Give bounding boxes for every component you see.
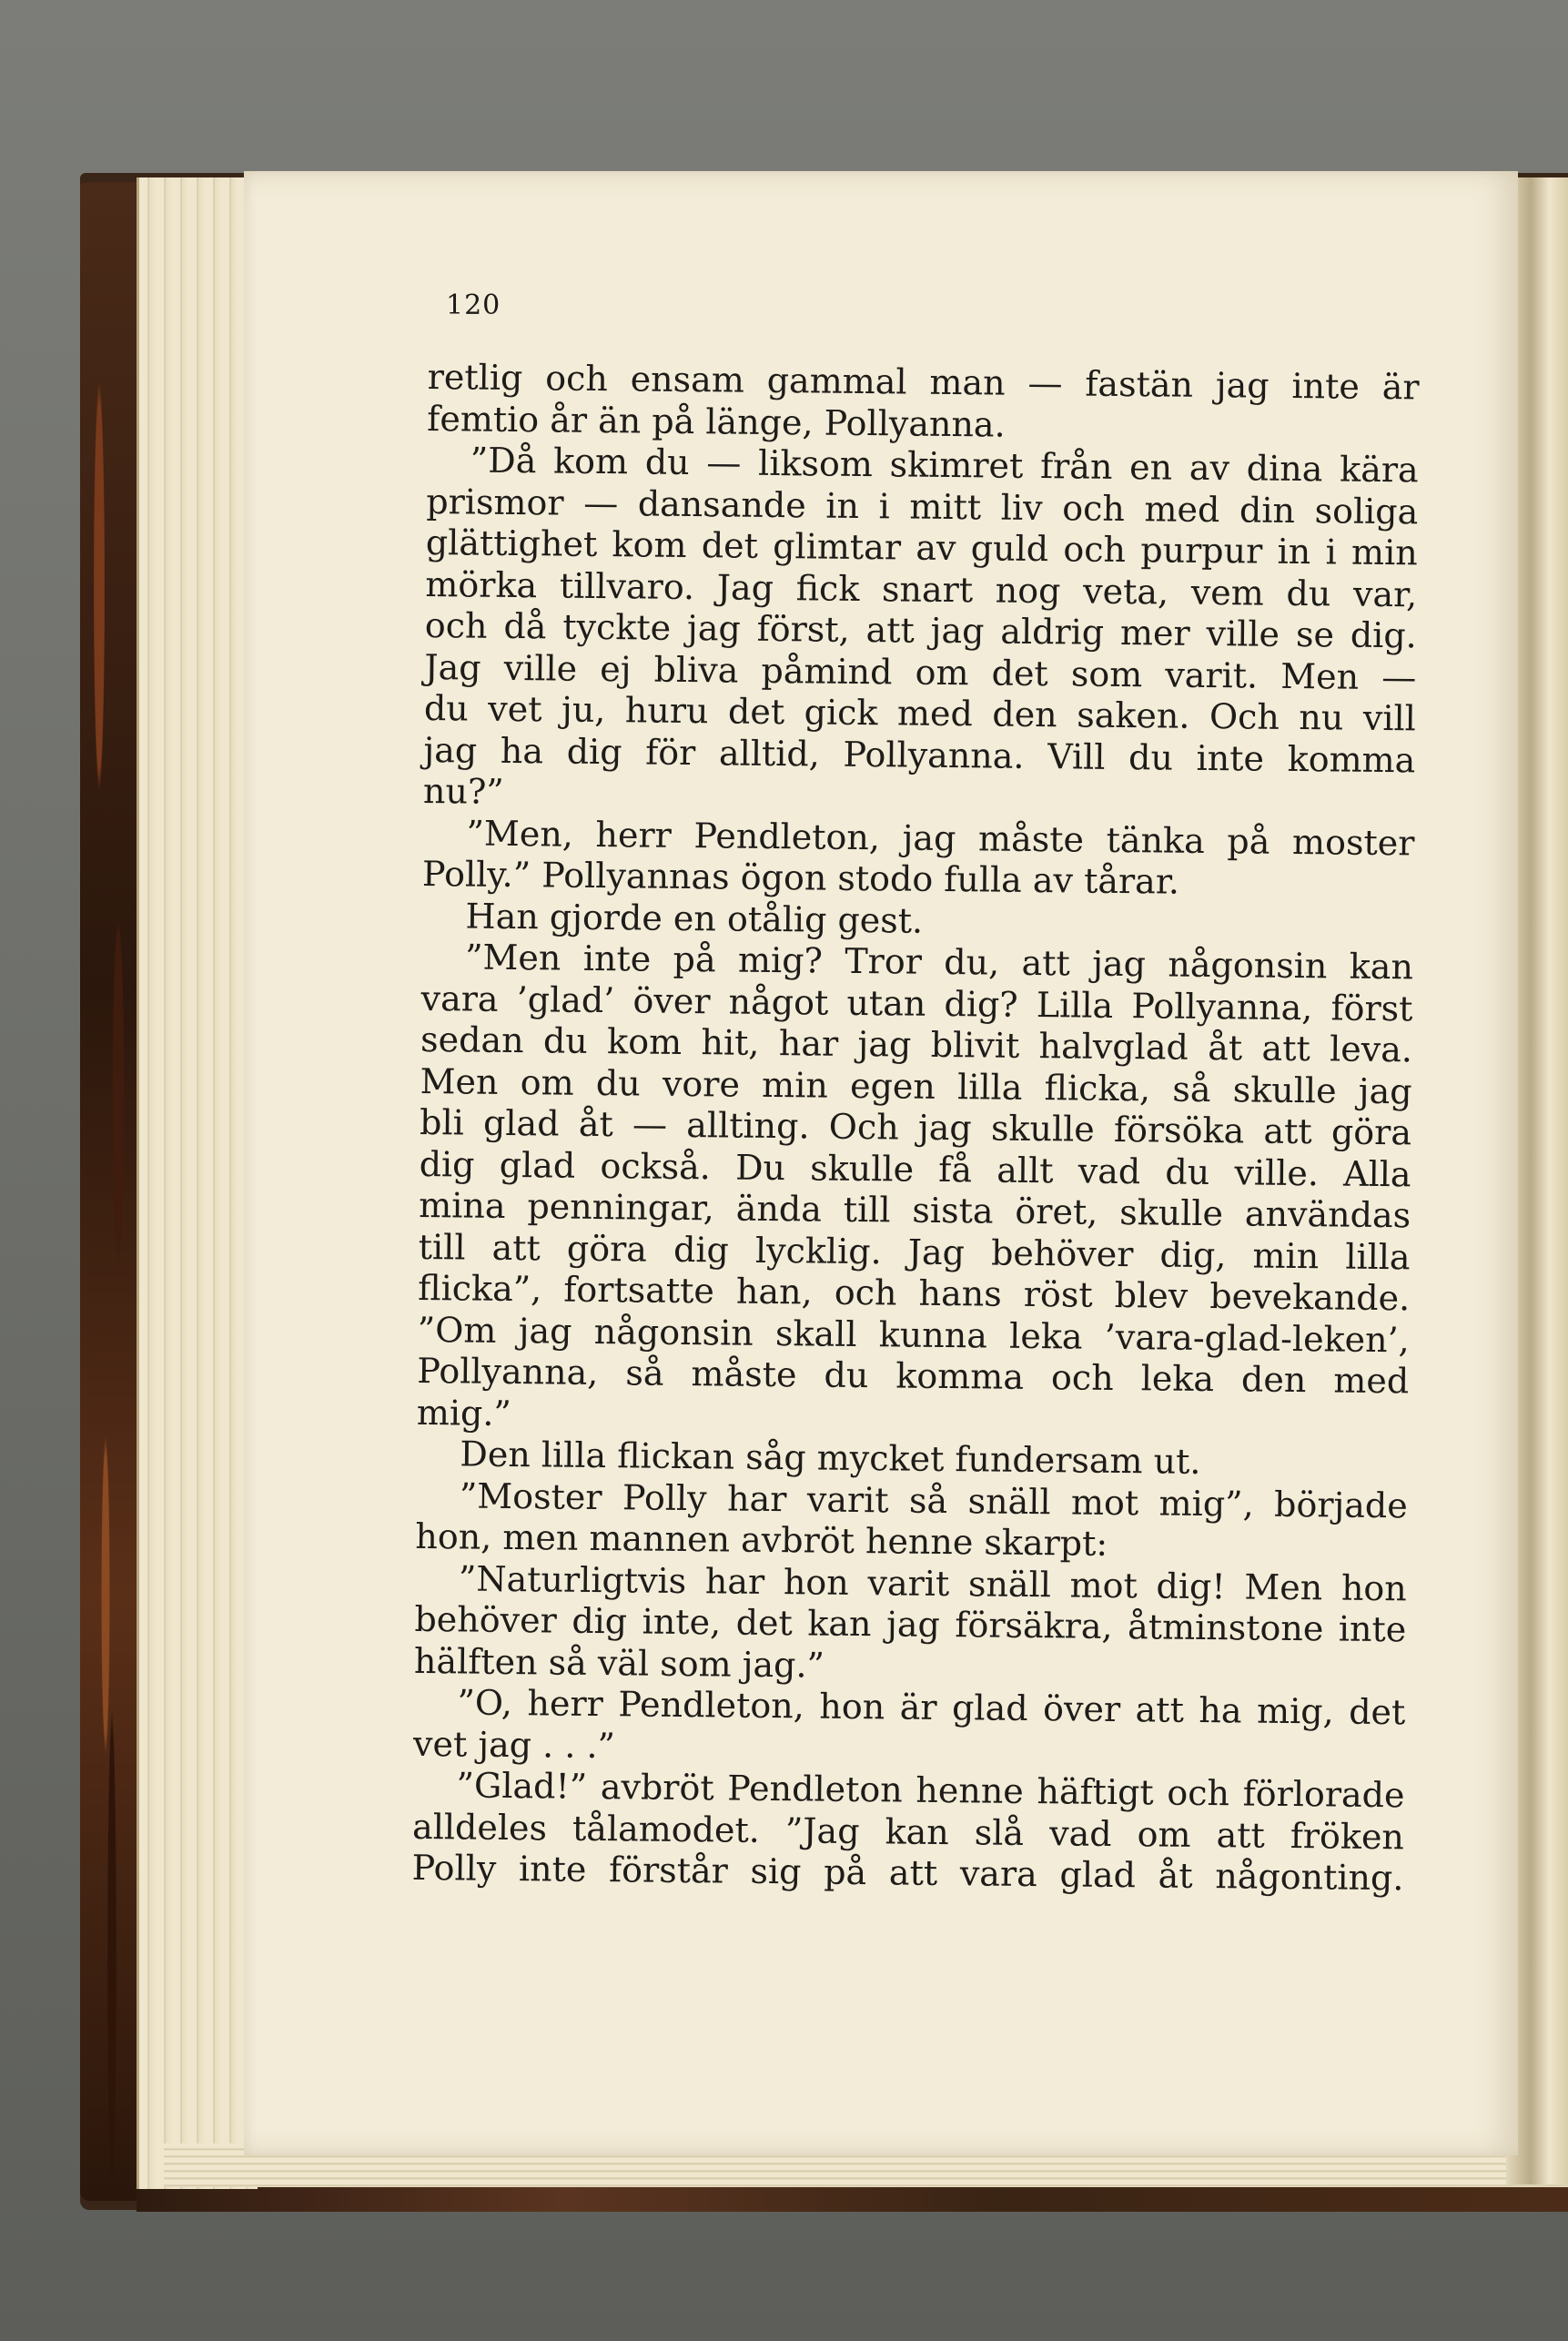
word: Pendleton bbox=[727, 1768, 903, 1810]
word: snäll bbox=[967, 1563, 1052, 1605]
word: utan bbox=[846, 982, 926, 1024]
word: kan bbox=[885, 1810, 949, 1852]
word: du bbox=[423, 687, 469, 729]
word: dig? bbox=[944, 983, 1018, 1025]
word: fortsatte bbox=[563, 1269, 715, 1312]
word: kan bbox=[1349, 946, 1414, 988]
word: mig, bbox=[1256, 1690, 1334, 1732]
word: skall bbox=[774, 1312, 857, 1354]
word: man bbox=[929, 361, 1006, 403]
word: skulle bbox=[810, 1147, 915, 1190]
word: var, bbox=[1352, 573, 1418, 614]
word: varit bbox=[867, 1562, 950, 1604]
word: att bbox=[491, 1227, 541, 1268]
word: som bbox=[1070, 653, 1143, 694]
word: ’vara-glad-leken’, bbox=[1104, 1316, 1410, 1360]
word: min bbox=[761, 1064, 829, 1106]
word: i bbox=[878, 485, 891, 526]
word: gammal bbox=[766, 360, 907, 402]
word: att bbox=[1263, 1110, 1312, 1152]
word: kom bbox=[552, 441, 629, 482]
word: alldeles bbox=[411, 1806, 548, 1848]
word: den bbox=[992, 694, 1057, 735]
word: bliva bbox=[653, 649, 739, 691]
word: från bbox=[1039, 446, 1113, 487]
word: lilla bbox=[1345, 1236, 1411, 1277]
word: soliga bbox=[1314, 490, 1419, 532]
word: mot bbox=[1069, 1564, 1138, 1606]
word: liv bbox=[1000, 487, 1043, 528]
word: du bbox=[1286, 573, 1331, 613]
page-edges bbox=[137, 177, 258, 2189]
word: och bbox=[424, 604, 488, 646]
word: fick bbox=[795, 567, 860, 609]
word: behöver bbox=[990, 1232, 1134, 1274]
word: av bbox=[916, 527, 956, 569]
word: Jag bbox=[716, 566, 774, 608]
word: egen bbox=[849, 1065, 936, 1107]
word: över bbox=[1042, 1688, 1121, 1730]
word: Men bbox=[1244, 1566, 1323, 1607]
word: att bbox=[865, 610, 916, 651]
word: dig bbox=[572, 1600, 628, 1642]
word: fröken bbox=[1290, 1815, 1405, 1857]
word: jag bbox=[423, 729, 478, 771]
word: skulle bbox=[1118, 1192, 1224, 1234]
word: det bbox=[991, 653, 1048, 694]
word: blivit bbox=[930, 1024, 1020, 1066]
word: något bbox=[728, 981, 829, 1023]
page-text bbox=[411, 357, 1420, 1900]
word: ’glad’ bbox=[516, 978, 615, 1020]
word: ville bbox=[1206, 613, 1280, 654]
word: dig. bbox=[1350, 614, 1417, 656]
word: herr bbox=[595, 814, 673, 856]
word: måste bbox=[691, 1353, 797, 1395]
word: liksom bbox=[757, 442, 874, 485]
word: vill bbox=[1362, 697, 1417, 739]
word: veta, bbox=[1082, 571, 1169, 613]
word: någonsin bbox=[1168, 944, 1328, 987]
word: behöver bbox=[414, 1598, 557, 1641]
word: — bbox=[632, 1104, 668, 1145]
word: kära bbox=[1339, 449, 1419, 491]
word: Och bbox=[828, 1106, 899, 1148]
word: inte bbox=[1291, 365, 1361, 407]
word: och bbox=[1063, 529, 1127, 571]
word: lilla bbox=[956, 1066, 1023, 1108]
word: alltid, bbox=[718, 732, 821, 775]
word: saken. bbox=[1076, 694, 1190, 736]
word: också. bbox=[600, 1145, 712, 1187]
word: — bbox=[1381, 656, 1417, 697]
word: har bbox=[778, 1023, 839, 1064]
page-number: 120 bbox=[446, 289, 501, 321]
word: inte bbox=[518, 1849, 587, 1890]
word: ”Om bbox=[417, 1309, 497, 1351]
word: till bbox=[418, 1226, 466, 1267]
word: moster bbox=[1291, 821, 1415, 863]
word: du bbox=[595, 1062, 641, 1103]
word: blev bbox=[1114, 1274, 1189, 1316]
word: och bbox=[544, 358, 609, 400]
word: skimret bbox=[889, 444, 1024, 486]
word: kom bbox=[612, 524, 687, 565]
word: så bbox=[625, 1353, 664, 1393]
word: mer bbox=[1119, 612, 1190, 654]
word: hon bbox=[819, 1686, 885, 1728]
word: har bbox=[704, 1560, 765, 1602]
word: kunna bbox=[878, 1313, 988, 1355]
word: min bbox=[1252, 1235, 1320, 1276]
word: Pendleton, bbox=[618, 1684, 805, 1727]
word: att bbox=[888, 1852, 938, 1893]
word: åt bbox=[578, 1103, 613, 1145]
word: till bbox=[843, 1189, 891, 1231]
word: Pendleton, bbox=[693, 815, 881, 857]
word: han, bbox=[735, 1271, 813, 1312]
text-line: Han gjorde en otålig gest. bbox=[465, 895, 924, 941]
word: — bbox=[706, 442, 742, 483]
word: varit. bbox=[1165, 654, 1259, 696]
word: jag bbox=[917, 1107, 972, 1149]
word: jag bbox=[686, 608, 742, 649]
word: mig? bbox=[737, 939, 824, 981]
word: glad bbox=[499, 1144, 576, 1186]
word: inte, bbox=[642, 1601, 722, 1643]
word: jag bbox=[518, 1310, 572, 1352]
word: tänka bbox=[1106, 819, 1205, 861]
word: om bbox=[915, 652, 969, 693]
word: det bbox=[735, 1602, 794, 1644]
marbled-binding bbox=[80, 182, 144, 2201]
word: sista bbox=[912, 1190, 994, 1231]
word: jag bbox=[885, 1604, 941, 1645]
word: du bbox=[542, 1020, 589, 1061]
word: om bbox=[1137, 1813, 1191, 1855]
word: först bbox=[1330, 987, 1413, 1029]
word: den bbox=[1240, 1359, 1307, 1401]
word: jag bbox=[930, 610, 985, 652]
word: och bbox=[1167, 1772, 1230, 1814]
word: hon bbox=[1340, 1567, 1408, 1608]
word: inte bbox=[1196, 737, 1265, 779]
word: ej bbox=[600, 648, 632, 689]
word: vad bbox=[1077, 1150, 1141, 1191]
word: Tror bbox=[845, 940, 923, 982]
word: Polly bbox=[622, 1476, 707, 1518]
word: prismor bbox=[426, 481, 564, 523]
word: dig bbox=[566, 731, 622, 772]
word: tålamodet. bbox=[572, 1808, 761, 1850]
word: ville bbox=[503, 647, 578, 689]
word: Jag bbox=[424, 646, 481, 688]
word: jag bbox=[1092, 943, 1147, 985]
word: sig bbox=[750, 1850, 802, 1892]
word: ”Naturligtvis bbox=[458, 1557, 687, 1601]
word: du bbox=[1128, 736, 1174, 778]
word: glättighet bbox=[425, 522, 598, 564]
text-line: mig.” bbox=[416, 1392, 512, 1434]
word: det bbox=[727, 691, 785, 733]
word: mitt bbox=[909, 486, 982, 527]
word: och bbox=[1050, 1357, 1114, 1398]
word: ända bbox=[735, 1188, 823, 1230]
word: dig bbox=[419, 1143, 475, 1185]
word: mot bbox=[1070, 1481, 1139, 1523]
text-line: vet jag . . .” bbox=[412, 1723, 616, 1766]
word: ville. bbox=[1234, 1151, 1320, 1193]
word: få bbox=[938, 1149, 973, 1190]
word: nu bbox=[1299, 697, 1344, 738]
word: häftigt bbox=[1037, 1771, 1154, 1813]
word: retlig bbox=[427, 357, 523, 399]
word: mina bbox=[419, 1184, 506, 1226]
word: ”Då bbox=[470, 440, 537, 481]
word: allt bbox=[996, 1150, 1054, 1191]
word: glad bbox=[482, 1102, 560, 1144]
word: Pollyanna, bbox=[1131, 985, 1313, 1028]
word: vara bbox=[959, 1853, 1038, 1895]
word: komma bbox=[895, 1355, 1025, 1397]
word: på bbox=[1227, 820, 1270, 862]
word: skulle bbox=[1232, 1069, 1337, 1110]
word: öret, bbox=[1015, 1191, 1098, 1232]
word: Du bbox=[734, 1147, 786, 1188]
word: penningar, bbox=[527, 1186, 715, 1229]
word: i bbox=[1325, 532, 1337, 573]
word: vad bbox=[1048, 1812, 1112, 1854]
word: ”Glad!” bbox=[456, 1765, 588, 1807]
word: slå bbox=[974, 1811, 1025, 1853]
word: har bbox=[726, 1478, 787, 1519]
word: du bbox=[644, 441, 690, 483]
word: det bbox=[1349, 1691, 1406, 1733]
word: röst bbox=[1023, 1273, 1093, 1315]
word: Vill bbox=[1047, 735, 1106, 777]
word: ha bbox=[1199, 1689, 1242, 1731]
word: började bbox=[1273, 1484, 1408, 1525]
word: henne bbox=[916, 1769, 1025, 1811]
word: ensam bbox=[630, 359, 745, 400]
word: på bbox=[673, 938, 716, 980]
word: vore bbox=[662, 1063, 741, 1105]
word: försäkra, bbox=[955, 1605, 1113, 1647]
word: aldrig bbox=[1000, 611, 1105, 653]
word: göra bbox=[566, 1228, 648, 1270]
word: jag bbox=[1215, 365, 1270, 406]
word: det bbox=[701, 525, 759, 566]
word: dig bbox=[673, 1229, 730, 1271]
word: Pollyanna. bbox=[843, 734, 1025, 776]
word: med bbox=[1333, 1360, 1410, 1402]
word: med bbox=[896, 693, 974, 735]
word: ”O, bbox=[457, 1682, 513, 1724]
word: göra bbox=[1330, 1111, 1412, 1153]
word: fastän bbox=[1085, 363, 1194, 405]
word: Alla bbox=[1342, 1153, 1411, 1194]
word: kan bbox=[807, 1603, 872, 1645]
word: avbröt bbox=[600, 1767, 714, 1809]
word: måste bbox=[977, 817, 1085, 860]
word: och bbox=[1062, 487, 1126, 529]
word: guld bbox=[970, 528, 1049, 570]
word: hon bbox=[783, 1561, 850, 1603]
word: ju, bbox=[561, 689, 606, 731]
word: Lilla bbox=[1036, 984, 1114, 1026]
word: dansande bbox=[637, 482, 806, 525]
word: varit bbox=[806, 1478, 889, 1520]
word: ha bbox=[500, 730, 544, 771]
word: bli bbox=[419, 1101, 465, 1143]
word: snart bbox=[881, 568, 974, 610]
word: herr bbox=[527, 1683, 604, 1725]
word: åtminstone bbox=[1127, 1606, 1324, 1649]
word: att bbox=[1021, 942, 1071, 984]
word: din bbox=[1239, 489, 1296, 531]
word: skulle bbox=[990, 1108, 1096, 1150]
word: leka bbox=[1140, 1358, 1215, 1400]
word: inte bbox=[582, 937, 652, 979]
word: hit, bbox=[701, 1022, 760, 1063]
word: huru bbox=[624, 690, 709, 732]
word: över bbox=[632, 979, 711, 1021]
word: Polly bbox=[411, 1847, 497, 1889]
text-line: hälften så väl som jag.” bbox=[413, 1640, 825, 1686]
word: inte bbox=[1338, 1608, 1407, 1650]
word: mörka bbox=[425, 563, 538, 605]
word: en bbox=[1128, 447, 1173, 488]
word: Pollyanna, bbox=[417, 1350, 599, 1393]
word: vem bbox=[1190, 572, 1265, 613]
word: snäll bbox=[967, 1480, 1051, 1522]
word: sedan bbox=[420, 1018, 524, 1061]
word: försöka bbox=[1113, 1109, 1245, 1151]
word: om bbox=[520, 1061, 574, 1103]
word: och bbox=[834, 1272, 897, 1313]
word: så bbox=[908, 1480, 948, 1521]
word: ”Jag bbox=[784, 1809, 860, 1851]
word: lycklig. bbox=[754, 1230, 882, 1272]
word: Och bbox=[1209, 696, 1280, 737]
word: någonting. bbox=[1215, 1856, 1404, 1899]
word: in bbox=[825, 485, 860, 526]
word: påmind bbox=[761, 650, 893, 692]
text-line: femtio år än på länge, Pollyanna. bbox=[427, 398, 1006, 445]
word: först, bbox=[756, 608, 850, 650]
word: in bbox=[1277, 531, 1311, 573]
word: för bbox=[645, 732, 696, 773]
word: dig! bbox=[1156, 1565, 1226, 1606]
word: mig”, bbox=[1158, 1482, 1254, 1525]
word: att bbox=[1261, 1028, 1310, 1069]
word: glad bbox=[951, 1687, 1028, 1728]
word: halvglad bbox=[1038, 1026, 1189, 1068]
word: du bbox=[824, 1354, 869, 1396]
word: med bbox=[1144, 488, 1220, 530]
word: du, bbox=[944, 941, 1000, 983]
word: förstår bbox=[608, 1849, 729, 1891]
word: jag bbox=[902, 816, 956, 858]
text-line: nu?” bbox=[422, 770, 504, 812]
word: hans bbox=[918, 1272, 1002, 1314]
word: Jag bbox=[907, 1231, 966, 1272]
word: — bbox=[1027, 362, 1063, 404]
word: Men bbox=[1280, 655, 1360, 697]
word: glimtar bbox=[773, 525, 902, 568]
text-line: Polly.” Pollyannas ögon stodo fulla av tårar. bbox=[421, 853, 1180, 902]
word: nog bbox=[995, 570, 1061, 611]
word: ”Men bbox=[464, 937, 561, 978]
word: vara bbox=[420, 978, 499, 1019]
word: bevekande. bbox=[1209, 1276, 1411, 1319]
text-line: Den lilla flickan såg mycket fundersam ut. bbox=[460, 1434, 1201, 1482]
word: tyckte bbox=[562, 606, 672, 648]
word: flicka”, bbox=[418, 1267, 542, 1310]
word: — bbox=[582, 482, 619, 523]
word: flicka, bbox=[1044, 1067, 1151, 1109]
text-line: hon, men mannen avbröt henne skarpt: bbox=[415, 1515, 1108, 1564]
word: Men bbox=[420, 1060, 499, 1102]
word: att bbox=[1135, 1689, 1185, 1730]
word: åt bbox=[1207, 1028, 1243, 1069]
word: leva. bbox=[1329, 1029, 1413, 1070]
word: då bbox=[503, 605, 547, 647]
word: så bbox=[1172, 1069, 1211, 1110]
word: av bbox=[1189, 447, 1230, 489]
word: förlorade bbox=[1242, 1773, 1405, 1816]
word: purpur bbox=[1140, 530, 1263, 572]
word: jag bbox=[1358, 1070, 1412, 1111]
word: dig, bbox=[1159, 1233, 1227, 1275]
word: användas bbox=[1244, 1193, 1411, 1236]
word: på bbox=[824, 1851, 867, 1893]
word: är bbox=[1381, 366, 1420, 408]
word: är bbox=[899, 1687, 937, 1728]
word: ”Moster bbox=[459, 1475, 602, 1517]
word: allting. bbox=[686, 1105, 810, 1147]
word: kom bbox=[606, 1021, 683, 1062]
word: någonsin bbox=[593, 1311, 754, 1353]
word: glad bbox=[1059, 1854, 1137, 1896]
word: gick bbox=[804, 692, 878, 734]
word: se bbox=[1295, 614, 1335, 655]
word: åt bbox=[1158, 1855, 1193, 1896]
marbled-binding-bottom bbox=[137, 2184, 1568, 2212]
word: du bbox=[1165, 1151, 1210, 1192]
word: dina bbox=[1246, 448, 1323, 490]
word: tillvaro. bbox=[559, 565, 695, 607]
word: att bbox=[1216, 1814, 1266, 1856]
word: jag bbox=[857, 1023, 912, 1065]
word: min bbox=[1351, 532, 1418, 573]
word: komma bbox=[1287, 738, 1416, 780]
word: vet bbox=[488, 688, 542, 730]
word: ”Men, bbox=[466, 812, 574, 855]
word: leka bbox=[1008, 1315, 1083, 1357]
